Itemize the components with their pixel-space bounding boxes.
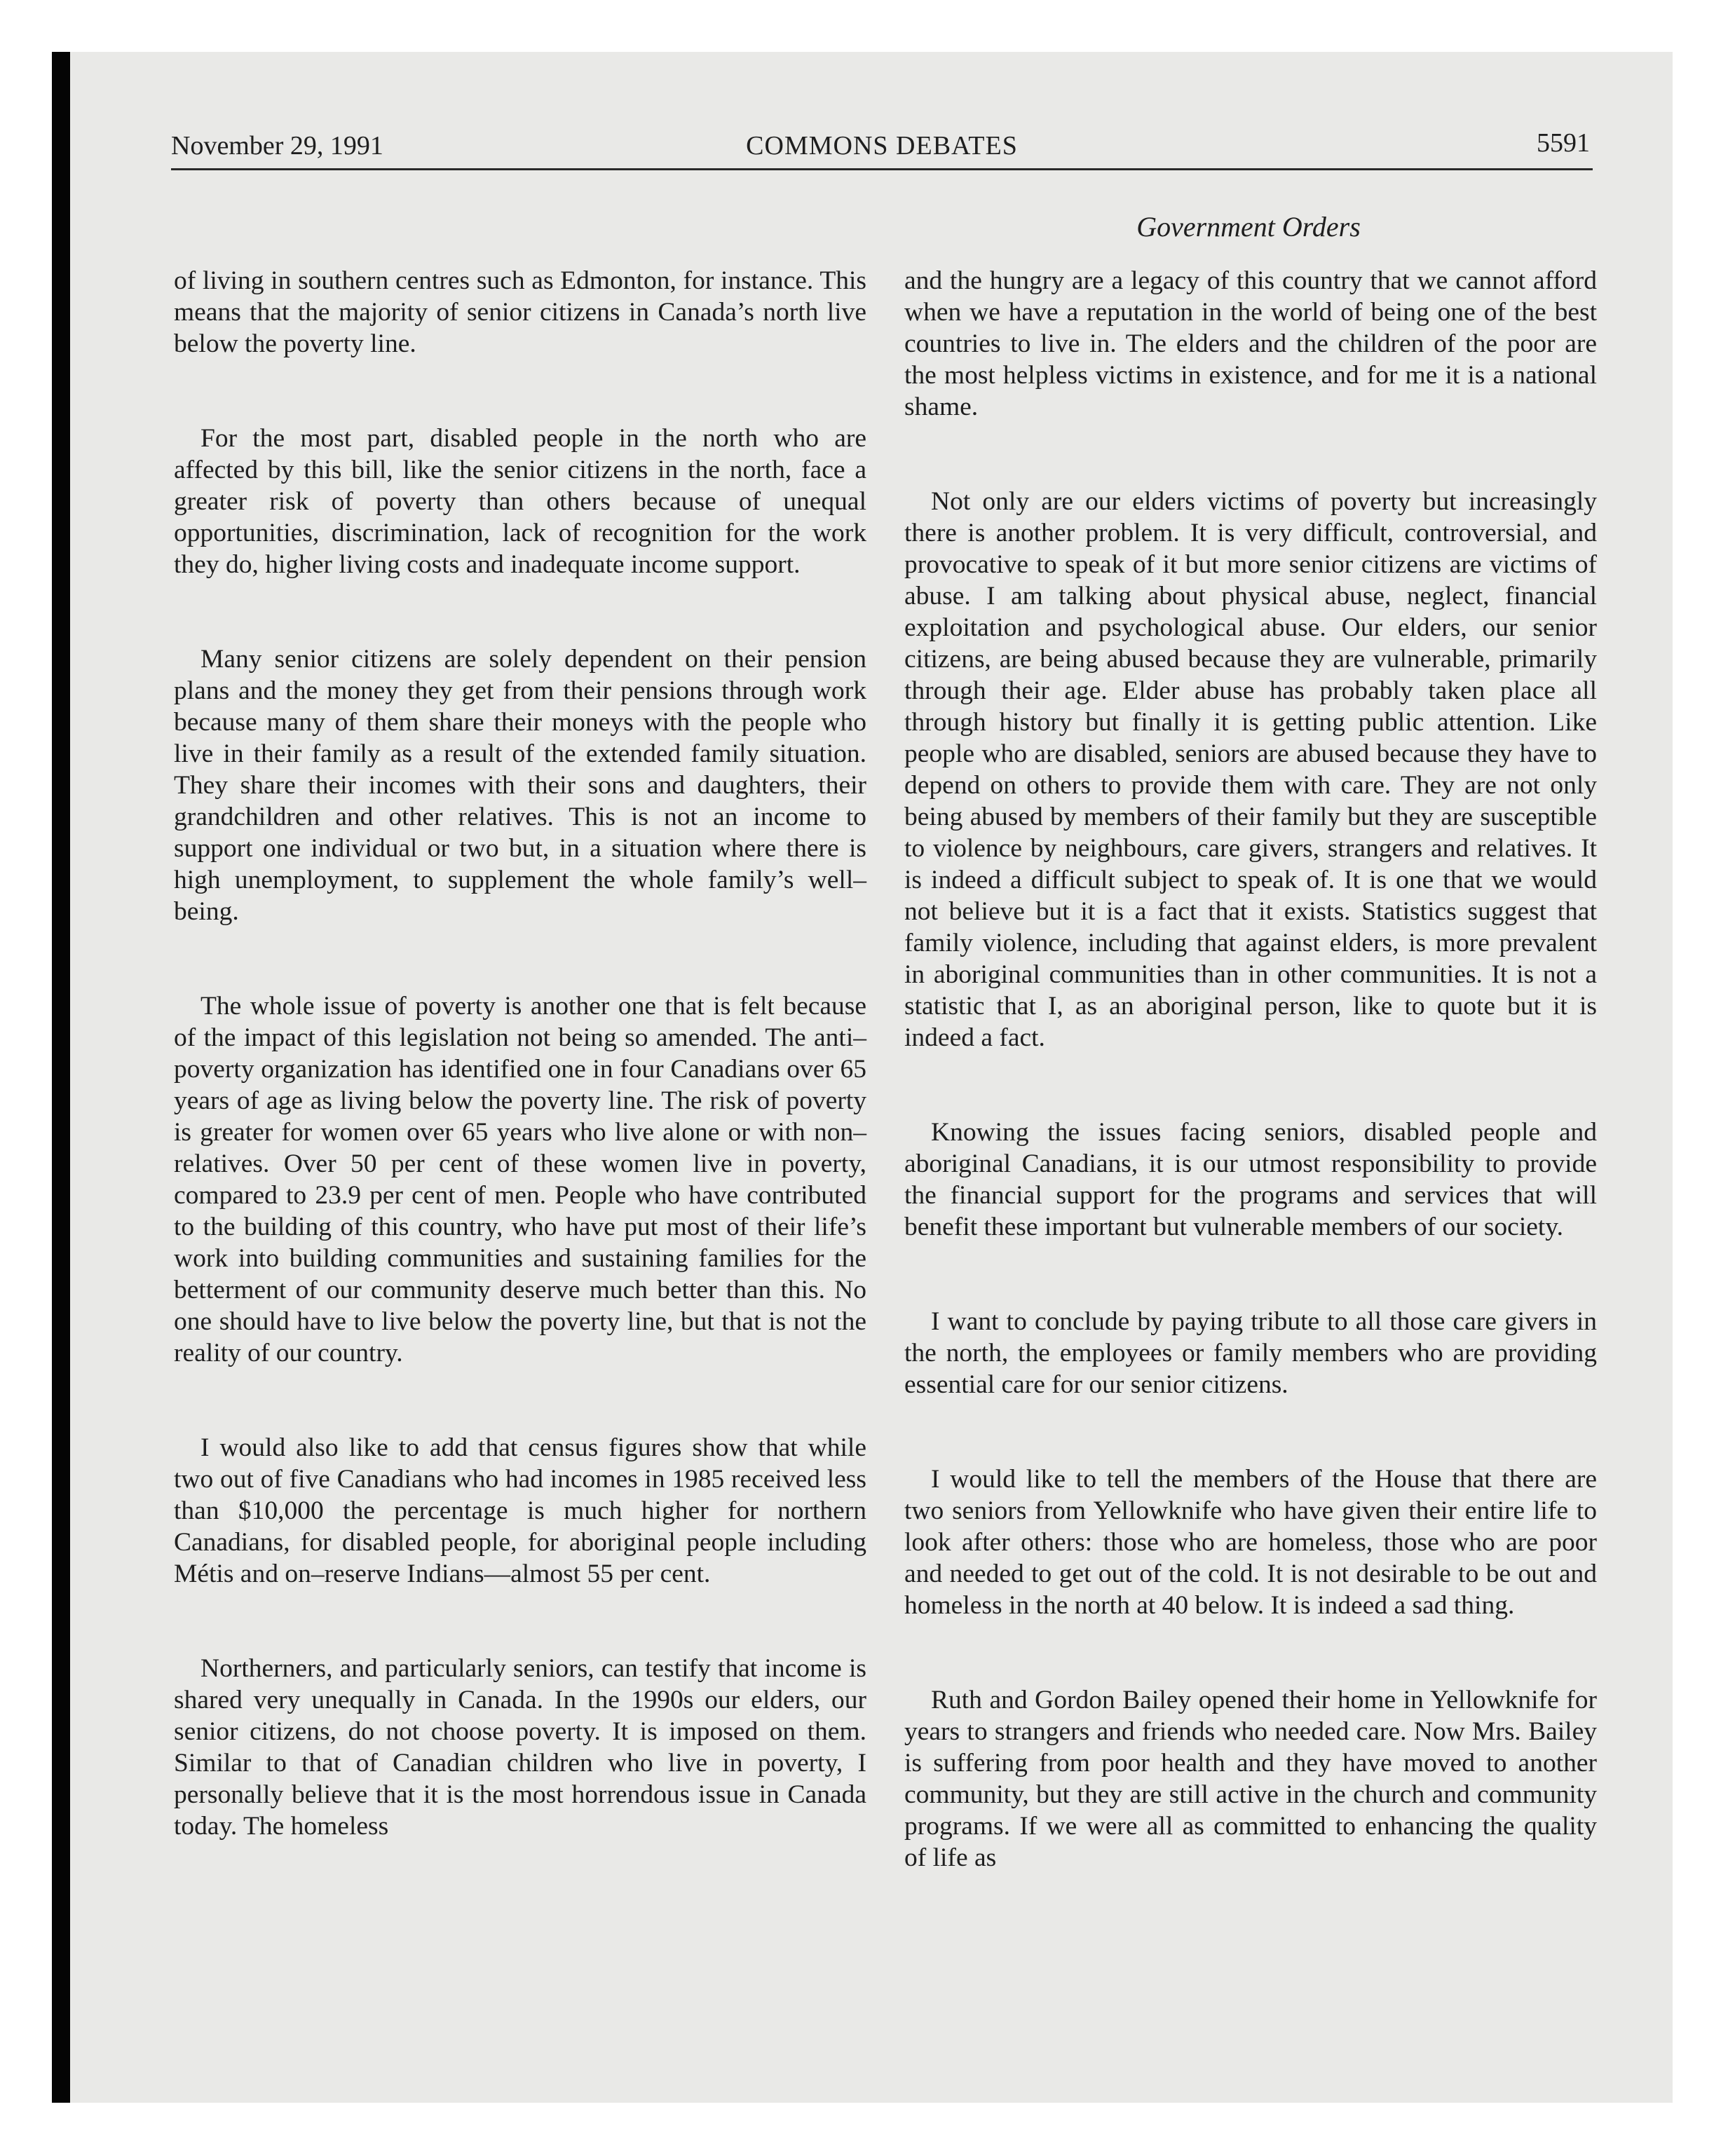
left-paragraph-4: The whole issue of poverty is another one that is felt because of the impact of this legislation not being so amended. The anti–poverty organization has identified one in four Canadians over 65 years of age as living below the poverty line. The risk of poverty is greater for women over 65 years who live alone or with non–relatives. Over 50 per cent of these women live in poverty, compared to 23.9 per cent of men. People who have contributed to the building of this country, who have put most of their life’s work into building communities and sustaining families for the betterment of our community deserve much better than this. No one should have to live below the poverty line, but that is not the reality of our country. bbox=[174, 992, 866, 1367]
header-journal-title: COMMONS DEBATES bbox=[746, 131, 1018, 161]
left-paragraph-6: Northerners, and particularly seniors, can testify that income is shared very unequally in Canada. In the 1990s our elders, our senior citizens, do not choose poverty. It is imposed on them. Similar to that of Canadian children who live in poverty, I personally believe that it is the most horrendous issue in Canada today. The homeless bbox=[174, 1654, 866, 1841]
section-title: Government Orders bbox=[1136, 211, 1361, 243]
scan-edge-left bbox=[52, 52, 70, 2103]
left-paragraph-3: Many senior citizens are solely dependent on their pension plans and the money they get from their pensions through work because many of them share their moneys with the people who live in their family as a result of the extended family situation. They share their incomes with their sons and daughters, their grandchildren and other relatives. This is not an income to support one individual or two but, in a situation where there is high unemployment, to supplement the whole family’s well–being. bbox=[174, 645, 866, 926]
right-paragraph-5: I would like to tell the members of the House that there are two seniors from Yellowknife who have given their entire life to look after others: those who are homeless, those who are poor and needed to get out of the cold. It is not desirable to be out and homeless in the north at 40 below. It is indeed a sad thing. bbox=[904, 1465, 1597, 1620]
right-column bbox=[904, 265, 1597, 1874]
header-page-number: 5591 bbox=[1537, 128, 1590, 158]
right-paragraph-3: Knowing the issues facing seniors, disabled people and aboriginal Canadians, it is our utmost responsibility to provide the financial support for the programs and services that will benefit these important but vulnerable members of our society. bbox=[904, 1118, 1597, 1241]
left-paragraph-2: For the most part, disabled people in the north who are affected by this bill, like the senior citizens in the north, face a greater risk of poverty than others because of unequal opportunities, discrimination, lack of recognition for the work they do, higher living costs and inadequate income support. bbox=[174, 424, 866, 579]
left-paragraph-1: of living in southern centres such as Edmonton, for instance. This means that the majority of senior citizens in Canada’s north live below the poverty line. bbox=[174, 266, 866, 358]
header-date: November 29, 1991 bbox=[171, 131, 383, 161]
right-paragraph-1: and the hungry are a legacy of this country that we cannot afford when we have a reputation in the world of being one of the best countries to live in. The elders and the children of the poor are the most helpless victims in existence, and for me it is a national shame. bbox=[904, 266, 1597, 421]
left-column bbox=[174, 265, 866, 1842]
page-header bbox=[171, 130, 1593, 170]
right-paragraph-4: I want to conclude by paying tribute to all those care givers in the north, the employees or family members who are providing essential care for our senior citizens. bbox=[904, 1307, 1597, 1399]
left-paragraph-5: I would also like to add that census figures show that while two out of five Canadians who had incomes in 1985 received less than $10,000 the percentage is much higher for northern Canadians, for disabled people, for aboriginal people including Métis and on–reserve Indians—almost 55 per cent. bbox=[174, 1433, 866, 1588]
right-paragraph-6: Ruth and Gordon Bailey opened their home in Yellowknife for years to strangers and friends who needed care. Now Mrs. Bailey is suffering from poor health and they have moved to another community, but they are still active in the church and community programs. If we were all as committed to enhancing the quality of life as bbox=[904, 1686, 1597, 1872]
right-paragraph-2: Not only are our elders victims of poverty but increasingly there is another problem. It is very difficult, controversial, and provocative to speak of it but more senior citizens are victims of abuse. I am talking about physical abuse, neglect, financial exploitation and psychological abuse. Our elders, our senior citizens, are being abused because they are vulnerable, primarily through their age. Elder abuse has probably taken place all through history but finally it is getting public attention. Like people who are disabled, seniors are abused because they have to depend on others to provide them with care. They are not only being abused by members of their family but they are susceptible to violence by neighbours, care givers, strangers and relatives. It is indeed a difficult subject to speak of. It is one that we would not believe but it is a fact that it exists. Statistics suggest that family violence, including that against elders, is more prevalent in aboriginal communities than in other communities. It is not a statistic that I, as an aboriginal person, like to quote but it is indeed a fact. bbox=[904, 487, 1597, 1052]
